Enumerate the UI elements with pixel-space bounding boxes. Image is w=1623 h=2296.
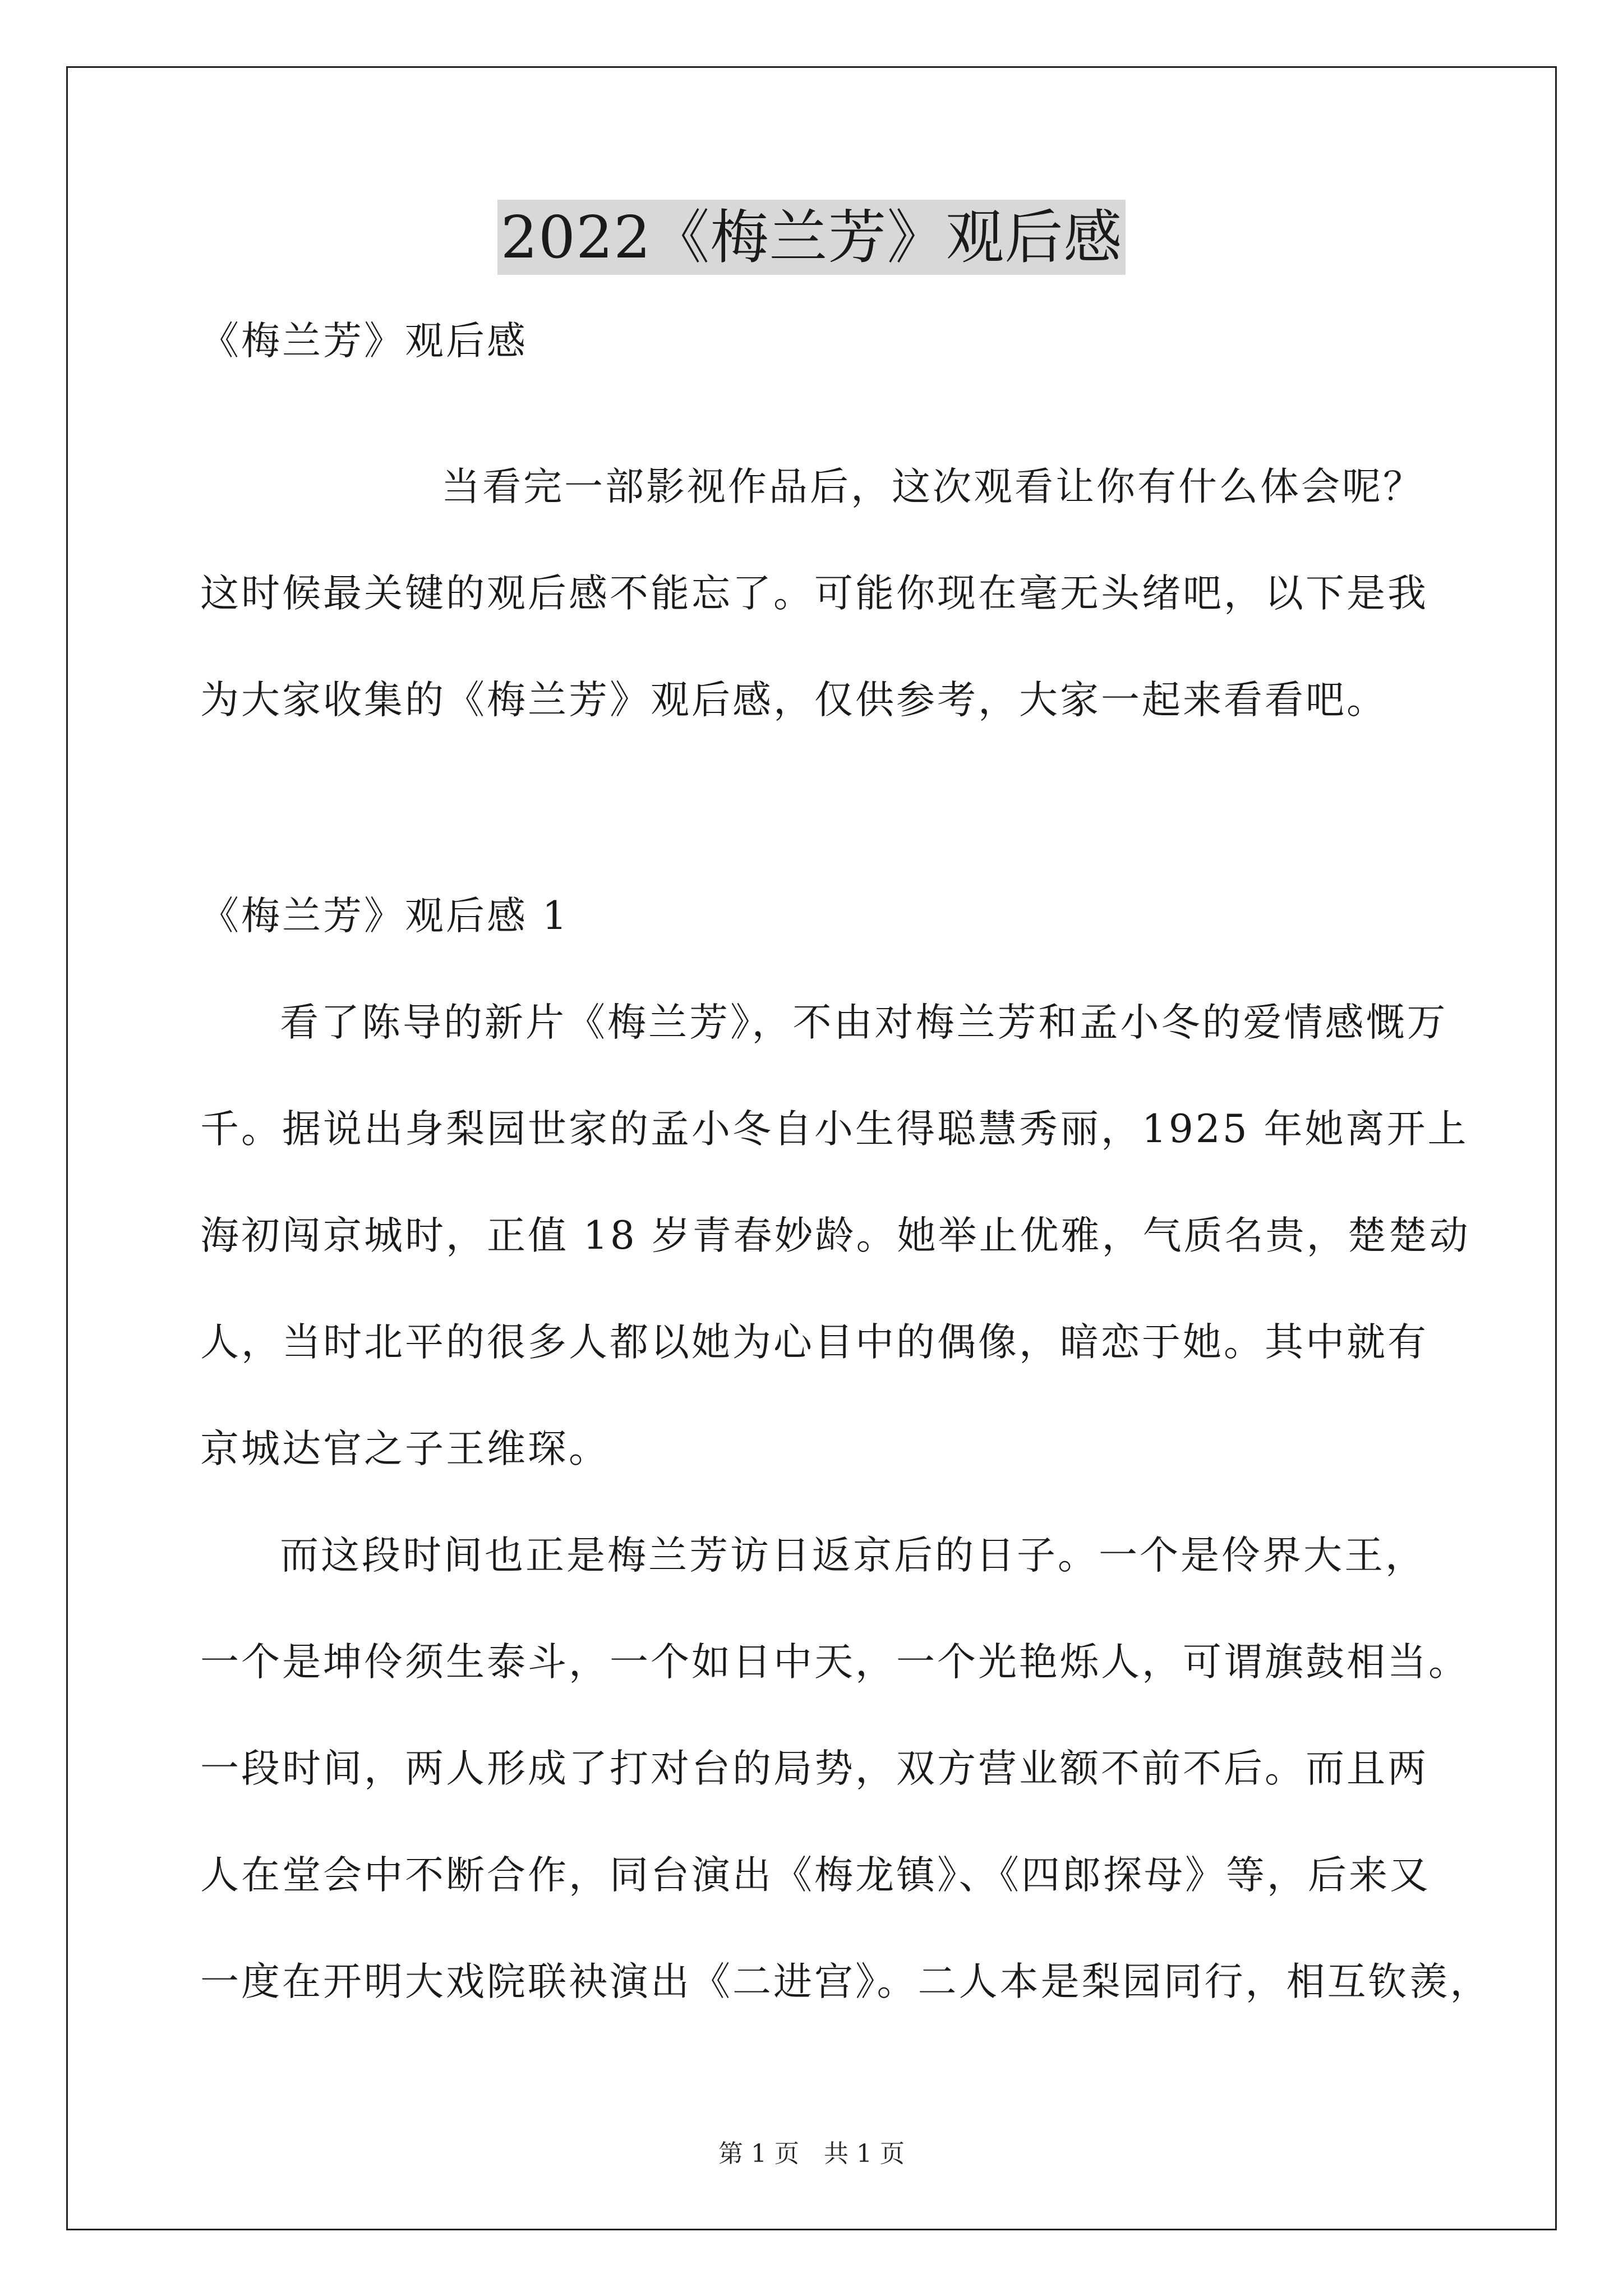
paragraph-line: 海初闯京城时，正值 18 岁青春妙龄。她举止优雅，气质名贵，楚楚动	[200, 1213, 1470, 1258]
paragraph-line: 人在堂会中不断合作，同台演出《梅龙镇》、《四郎探母》等，后来又	[200, 1853, 1431, 1898]
paragraph-line: 千。据说出身梨园世家的孟小冬自小生得聪慧秀丽，1925 年她离开上	[200, 1107, 1469, 1152]
page-number-footer: 第 1 页 共 1 页	[718, 2139, 905, 2168]
paragraph-line: 为大家收集的《梅兰芳》观后感，仅供参考，大家一起来看看吧。	[200, 678, 1387, 723]
paragraph-line: 一度在开明大戏院联袂演出《二进宫》。二人本是梨园同行，相互钦羡，	[200, 1959, 1491, 2004]
section-heading-intro: 《梅兰芳》观后感	[200, 319, 528, 364]
paragraph-line: 京城达官之子王维琛。	[200, 1427, 610, 1471]
document-title: 2022《梅兰芳》观后感	[497, 200, 1126, 275]
paragraph-line: 这时候最关键的观后感不能忘了。可能你现在毫无头绪吧，以下是我	[200, 571, 1428, 616]
paragraph-line: 看了陈导的新片《梅兰芳》，不由对梅兰芳和孟小冬的爱情感慨万	[280, 1000, 1448, 1045]
paragraph-line: 当看完一部影视作品后，这次观看让你有什么体会呢？	[441, 464, 1424, 509]
paragraph-line: 人，当时北平的很多人都以她为心目中的偶像，暗恋于她。其中就有	[200, 1320, 1428, 1365]
paragraph-line: 而这段时间也正是梅兰芳访日返京后的日子。一个是伶界大王，	[280, 1533, 1426, 1578]
title-container	[0, 200, 1623, 275]
paragraph-line: 一个是坤伶须生泰斗，一个如日中天，一个光艳烁人，可谓旗鼓相当。	[200, 1640, 1469, 1685]
section-heading-1: 《梅兰芳》观后感 1	[200, 894, 569, 938]
paragraph-line: 一段时间，两人形成了打对台的局势，双方营业额不前不后。而且两	[200, 1746, 1428, 1791]
